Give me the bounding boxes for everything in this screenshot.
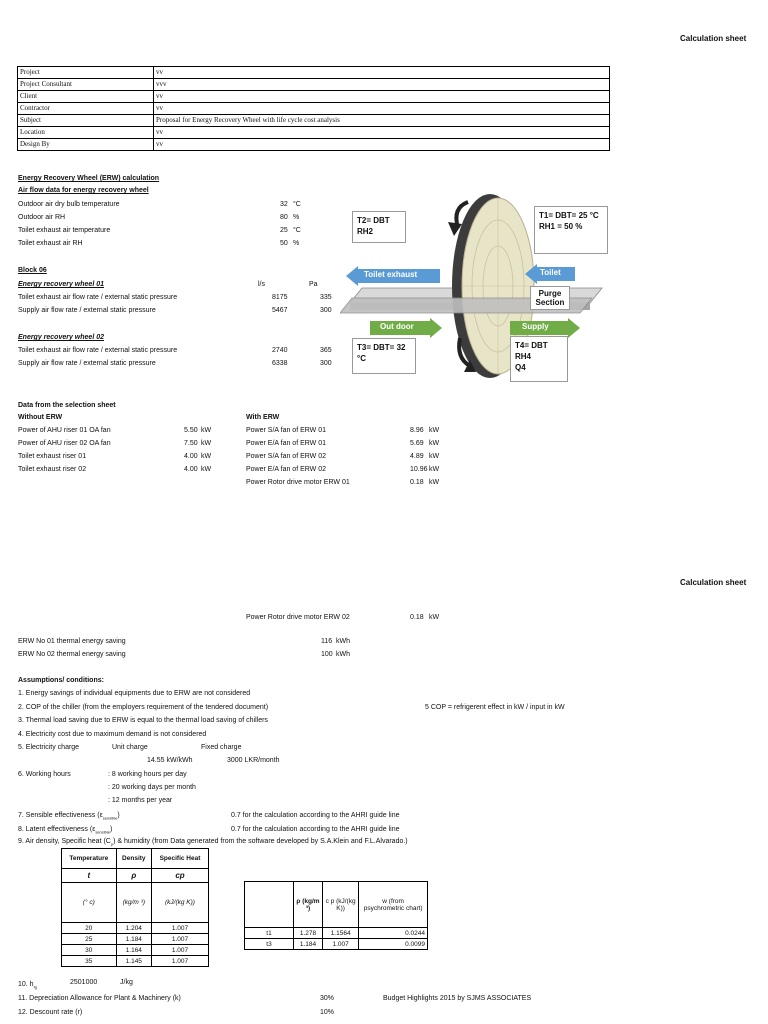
th-density: Density [116, 849, 151, 869]
unit-charge-label: Unit charge [112, 744, 148, 751]
toilet-exhaust-arrow [346, 266, 440, 286]
assumption-9-sub: p [110, 841, 114, 847]
airflow-value: 80 [280, 214, 288, 221]
with-value: 5.69 [410, 440, 424, 447]
without-label: Power of AHU riser 02 OA fan [18, 440, 111, 447]
with-unit: kW [429, 479, 440, 486]
air-property-cell: 1.007 [152, 923, 209, 934]
with-label: Power S/A fan of ERW 01 [246, 427, 327, 434]
assumption-6: 6. Working hours [18, 771, 71, 778]
air-property-table [61, 848, 209, 967]
without-value: 4.00 [184, 453, 198, 460]
assumption-10 [18, 981, 37, 989]
state-point-cell: t3 [245, 939, 294, 950]
purge-label: Purge Section [535, 289, 565, 307]
t3-label: T3= DBT= 32 °C [357, 343, 406, 363]
state-point-cell: t1 [245, 928, 294, 939]
without-unit: kW [201, 440, 212, 447]
assumption-9-end: ) & humidity (from Data generated from the software developed by S.A.Klein and F.L.Alvarado.) [113, 838, 408, 845]
assumption-7-text: 7. Sensible effectiveness (ε [18, 812, 103, 819]
project-value: vv [154, 127, 610, 139]
airflow-label: Toilet exhaust air temperature [18, 227, 111, 234]
airflow-unit: % [293, 240, 300, 247]
assumption-8 [18, 826, 112, 834]
flow-ls: 8175 [272, 294, 288, 301]
rotor2-unit: kW [429, 614, 440, 621]
sym-cp: cp [152, 869, 209, 883]
t4-label: T4= DBT [515, 341, 548, 350]
airflow-value: 50 [280, 240, 288, 247]
assumption-2: 2. COP of the chiller (from the employers requirement of the tendered document) [18, 704, 269, 711]
hfg-value: 2501000 [70, 979, 98, 986]
state-point-cell: 1.278 [294, 928, 323, 939]
assumption-7-value: 0.7 for the calculation according to the AHRI guide line [231, 812, 400, 819]
with-value: 4.89 [410, 453, 424, 460]
selection-title: Data from the selection sheet [18, 402, 116, 409]
project-key: Project [18, 67, 154, 79]
without-label: Toilet exhaust riser 01 [18, 453, 87, 460]
project-value: Proposal for Energy Recovery Wheel with life cycle cost analysis [154, 115, 610, 127]
air-property-row [62, 945, 209, 956]
assumption-8-text: 8. Latent effectiveness (ε [18, 826, 96, 833]
assumption-8-value: 0.7 for the calculation according to the AHRI guide line [231, 826, 400, 833]
project-info-table [17, 66, 610, 151]
state-point-cell: 0.0244 [359, 928, 428, 939]
t1-label: T1= DBT= 25 °C [539, 211, 599, 220]
flow-label: Toilet exhaust air flow rate / external static pressure [18, 294, 178, 301]
without-label: Power of AHU riser 01 OA fan [18, 427, 111, 434]
assumption-9 [18, 838, 408, 846]
without-value: 4.00 [184, 466, 198, 473]
t2-label: T2= DBT [357, 216, 390, 225]
airflow-unit: °C [293, 201, 301, 208]
project-row [18, 127, 610, 139]
calculation-sheet-header-2: Calculation sheet [680, 578, 747, 587]
saving-unit: kWh [336, 651, 350, 658]
project-value: vvv [154, 79, 610, 91]
project-key: Client [18, 91, 154, 103]
air-property-cell: 1.204 [116, 923, 151, 934]
t4-box [510, 336, 568, 382]
air-property-cell: 20 [62, 923, 117, 934]
outdoor-label: Out door [380, 322, 414, 331]
with-label: Power Rotor drive motor ERW 01 [246, 479, 350, 486]
project-key: Contractor [18, 103, 154, 115]
saving-label: ERW No 02 thermal energy saving [18, 651, 126, 658]
purge-box [530, 286, 570, 310]
wheel1-title: Energy recovery wheel 01 [18, 281, 104, 288]
project-row [18, 103, 610, 115]
assumption-11: 11. Depreciation Allowance for Plant & Machinery (k) [18, 995, 181, 1002]
without-erw-title: Without ERW [18, 414, 63, 421]
project-value: vv [154, 103, 610, 115]
air-property-cell: 1.007 [152, 956, 209, 967]
air-property-cell: 1.184 [116, 934, 151, 945]
air-property-cell: 25 [62, 934, 117, 945]
col-ls: l/s [258, 281, 265, 288]
sym-t: t [62, 869, 117, 883]
assumptions-title: Assumptions/ conditions: [18, 677, 104, 684]
flow-label: Toilet exhaust air flow rate / external static pressure [18, 347, 178, 354]
wheel2-title: Energy recovery wheel 02 [18, 334, 104, 341]
assumption-10-sub: fg [33, 984, 37, 990]
saving-unit: kWh [336, 638, 350, 645]
assumption-10-text: 10. h [18, 981, 34, 988]
unit-cp: (kJ/(kg K)) [152, 883, 209, 923]
flow-pa: 335 [320, 294, 332, 301]
rh1-label: RH1 = 50 % [539, 222, 583, 231]
assumption-12-value: 10% [320, 1009, 335, 1016]
assumption-8-end: ) [110, 826, 113, 833]
project-row [18, 115, 610, 127]
th-w: w (from psychrometric chart) [359, 882, 428, 928]
assumption-7-sub: sensible [102, 815, 118, 821]
project-key: Project Consultant [18, 79, 154, 91]
rotor2-label: Power Rotor drive motor ERW 02 [246, 614, 350, 621]
project-key: Subject [18, 115, 154, 127]
fixed-charge-label: Fixed charge [201, 744, 242, 751]
airflow-label: Toilet exhaust air RH [18, 240, 83, 247]
with-unit: kW [429, 440, 440, 447]
assumption-11-value: 30% [320, 995, 335, 1002]
t2-box [352, 211, 406, 243]
unit-charge-value: 14.55 kW/kWh [147, 757, 193, 764]
with-value: 8.96 [410, 427, 424, 434]
assumption-4: 4. Electricity cost due to maximum demand is not considered [18, 731, 207, 738]
with-unit: kW [429, 427, 440, 434]
without-value: 7.50 [184, 440, 198, 447]
with-label: Power E/A fan of ERW 02 [246, 466, 327, 473]
state-point-cell: 0.0099 [359, 939, 428, 950]
t3-box [352, 338, 416, 374]
airflow-title: Air flow data for energy recovery wheel [18, 187, 149, 194]
without-unit: kW [201, 453, 212, 460]
erw-diagram [340, 188, 610, 388]
toilet-exhaust-label: Toilet exhaust [364, 270, 418, 279]
block-title: Block 06 [18, 267, 47, 274]
project-row [18, 139, 610, 151]
saving-value: 100 [321, 651, 333, 658]
state-point-cell: 1.007 [322, 939, 358, 950]
assumption-3: 3. Thermal load saving due to ERW is equal to the thermal load saving of chillers [18, 717, 268, 724]
project-value: vv [154, 67, 610, 79]
air-property-cell: 1.145 [116, 956, 151, 967]
state-point-cell: 1.184 [294, 939, 323, 950]
airflow-label: Outdoor air dry bulb temperature [18, 201, 120, 208]
rh4-label: RH4 [515, 352, 532, 361]
assumption-7-end: ) [117, 812, 120, 819]
flow-pa: 300 [320, 307, 332, 314]
without-unit: kW [201, 427, 212, 434]
flow-label: Supply air flow rate / external static pressure [18, 360, 156, 367]
col-pa: Pa [309, 281, 318, 288]
state-point-table [244, 881, 428, 950]
state-point-row [245, 928, 428, 939]
rh2-label: RH2 [357, 227, 374, 236]
saving-value: 116 [321, 638, 333, 645]
assumption-9-text: 9. Air density, Specific heat (C [18, 838, 111, 845]
project-row [18, 67, 610, 79]
assumption-8-sub: sensible [95, 829, 111, 835]
assumption-7 [18, 812, 120, 820]
unit-rho: (kg/m ³) [116, 883, 151, 923]
supply-label: Supply [522, 322, 549, 331]
fixed-charge-value: 3000 LKR/month [227, 757, 280, 764]
assumption-2-value: 5 COP = refrigerent effect in kW / input in kW [425, 704, 565, 711]
with-unit: kW [429, 453, 440, 460]
rotor2-value: 0.18 [410, 614, 424, 621]
supply-arrow [510, 318, 580, 338]
airflow-unit: °C [293, 227, 301, 234]
assumption-11-note: Budget Highlights 2015 by SJMS ASSOCIATES [383, 995, 532, 1002]
airflow-unit: % [293, 214, 300, 221]
months-year: : 12 months per year [108, 797, 173, 804]
air-property-row [62, 956, 209, 967]
air-property-cell: 1.164 [116, 945, 151, 956]
with-label: Power S/A fan of ERW 02 [246, 453, 327, 460]
assumption-1: 1. Energy savings of individual equipments due to ERW are not considered [18, 690, 251, 697]
with-value: 0.18 [410, 479, 424, 486]
flow-ls: 2740 [272, 347, 288, 354]
airflow-value: 32 [280, 201, 288, 208]
flow-pa: 300 [320, 360, 332, 367]
without-value: 5.50 [184, 427, 198, 434]
with-unit: kW [429, 466, 440, 473]
saving-label: ERW No 01 thermal energy saving [18, 638, 126, 645]
q4-label: Q4 [515, 363, 526, 372]
th-state [245, 882, 294, 928]
th-temperature: Temperature [62, 849, 117, 869]
assumption-12: 12. Descount rate (r) [18, 1009, 83, 1016]
working-hours-day: : 8 working hours per day [108, 771, 187, 778]
air-property-cell: 1.007 [152, 945, 209, 956]
th-specific-heat: Specific Heat [152, 849, 209, 869]
working-days-month: : 20 working days per month [108, 784, 196, 791]
with-value: 10.96 [410, 466, 428, 473]
air-property-cell: 35 [62, 956, 117, 967]
project-key: Design By [18, 139, 154, 151]
calculation-sheet-header: Calculation sheet [680, 34, 747, 43]
air-property-cell: 1.007 [152, 934, 209, 945]
hfg-unit: J/kg [120, 979, 133, 986]
assumption-5: 5. Electricity charge [18, 744, 80, 751]
project-value: vv [154, 91, 610, 103]
flow-ls: 5467 [272, 307, 288, 314]
outdoor-arrow [370, 318, 442, 338]
toilet-label: Toilet [540, 268, 561, 277]
air-property-row [62, 934, 209, 945]
project-row [18, 79, 610, 91]
erw-title: Energy Recovery Wheel (ERW) calculation [18, 175, 160, 182]
unit-t: (° c) [62, 883, 117, 923]
project-row [18, 91, 610, 103]
th-rho: ρ (kg/m ³) [294, 882, 323, 928]
airflow-value: 25 [280, 227, 288, 234]
air-property-cell: 30 [62, 945, 117, 956]
state-point-row [245, 939, 428, 950]
sym-rho: ρ [116, 869, 151, 883]
air-property-row [62, 923, 209, 934]
state-point-cell: 1.1564 [322, 928, 358, 939]
without-unit: kW [201, 466, 212, 473]
project-value: vv [154, 139, 610, 151]
flow-ls: 6338 [272, 360, 288, 367]
t1-box [534, 206, 608, 254]
th-cp: c p (kJ/(kg K)) [322, 882, 358, 928]
without-label: Toilet exhaust riser 02 [18, 466, 87, 473]
with-erw-title: With ERW [246, 414, 280, 421]
airflow-label: Outdoor air RH [18, 214, 66, 221]
project-key: Location [18, 127, 154, 139]
with-label: Power E/A fan of ERW 01 [246, 440, 327, 447]
toilet-arrow [525, 264, 575, 284]
flow-pa: 365 [320, 347, 332, 354]
flow-label: Supply air flow rate / external static pressure [18, 307, 156, 314]
